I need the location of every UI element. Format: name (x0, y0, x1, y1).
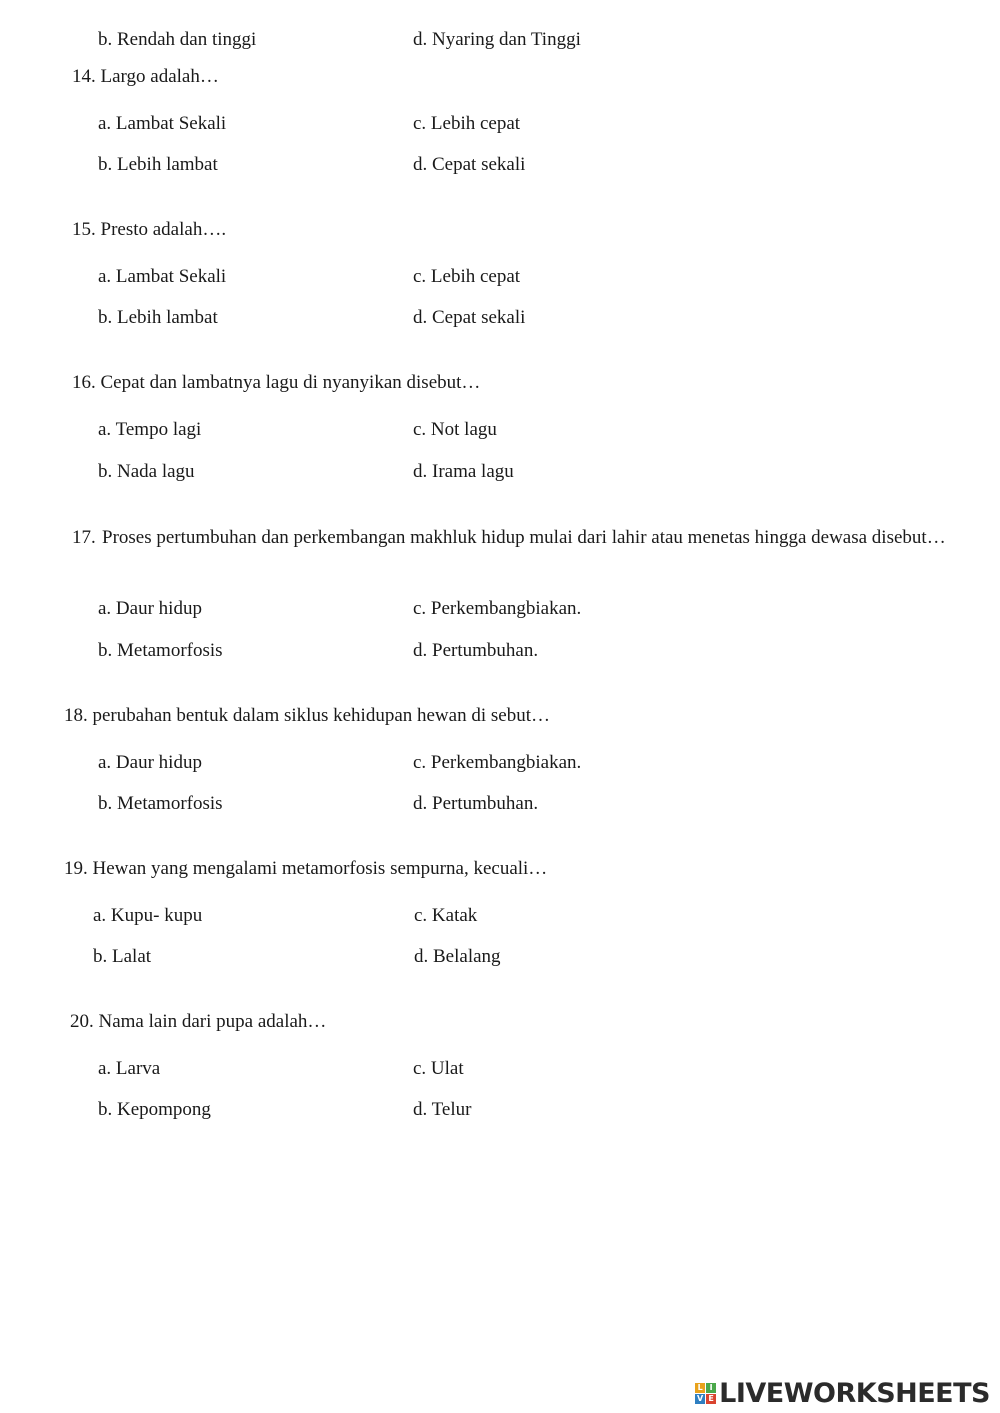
liveworksheets-logo (695, 1378, 990, 1408)
q18-option-a: a. Daur hidup (98, 752, 202, 773)
q14-option-d: d. Cepat sekali (413, 154, 526, 175)
q17-option-a: a. Daur hidup (98, 598, 202, 619)
question-14: 14. Largo adalah… (72, 66, 219, 87)
logo-mark-icon (695, 1383, 716, 1404)
q17-option-c: c. Perkembangbiakan. (413, 598, 582, 619)
q19-option-a: a. Kupu- kupu (93, 905, 203, 926)
logo-text: LIVEWORKSHEETS (719, 1377, 990, 1409)
q19-option-c: c. Katak (414, 905, 478, 926)
question-18: 18. perubahan bentuk dalam siklus kehidupan hewan di sebut… (64, 705, 550, 726)
q18-option-c: c. Perkembangbiakan. (413, 752, 582, 773)
q17-option-b: b. Metamorfosis (98, 640, 223, 661)
question-19: 19. Hewan yang mengalami metamorfosis sempurna, kecuali… (64, 858, 548, 879)
question-15: 15. Presto adalah…. (72, 219, 227, 240)
option-d: d. Nyaring dan Tinggi (413, 29, 581, 50)
q18-option-d: d. Pertumbuhan. (413, 793, 539, 814)
q19-option-b: b. Lalat (93, 946, 152, 967)
q20-option-c: c. Ulat (413, 1058, 464, 1079)
q20-option-d: d. Telur (413, 1099, 472, 1120)
logo-mark-letter: I (706, 1383, 716, 1393)
logo-mark-letter: L (695, 1383, 705, 1393)
logo-mark-letter: V (697, 1393, 704, 1403)
q15-option-b: b. Lebih lambat (98, 307, 218, 328)
q16-option-a: a. Tempo lagi (98, 419, 202, 440)
q20-option-a: a. Larva (98, 1058, 161, 1079)
q14-option-c: c. Lebih cepat (413, 113, 521, 134)
q16-option-d: d. Irama lagu (413, 461, 514, 482)
q16-option-b: b. Nada lagu (98, 461, 195, 482)
question-17-text: Proses pertumbuhan dan perkembangan makhluk hidup mulai dari lahir atau menetas hingga dewasa disebut… (102, 527, 946, 548)
q19-option-d: d. Belalang (414, 946, 501, 967)
q14-option-a: a. Lambat Sekali (98, 113, 227, 134)
q15-option-a: a. Lambat Sekali (98, 266, 227, 287)
q18-option-b: b. Metamorfosis (98, 793, 223, 814)
q15-option-d: d. Cepat sekali (413, 307, 526, 328)
question-16: 16. Cepat dan lambatnya lagu di nyanyikan disebut… (72, 372, 481, 393)
question-17 (72, 525, 952, 551)
question-17-number: 17. (72, 527, 96, 548)
q16-option-c: c. Not lagu (413, 419, 497, 440)
option-b: b. Rendah dan tinggi (98, 29, 257, 50)
q15-option-c: c. Lebih cepat (413, 266, 521, 287)
q20-option-b: b. Kepompong (98, 1099, 211, 1120)
logo-mark-letter: E (706, 1394, 716, 1404)
question-20: 20. Nama lain dari pupa adalah… (70, 1011, 327, 1032)
q14-option-b: b. Lebih lambat (98, 154, 218, 175)
q17-option-d: d. Pertumbuhan. (413, 640, 539, 661)
